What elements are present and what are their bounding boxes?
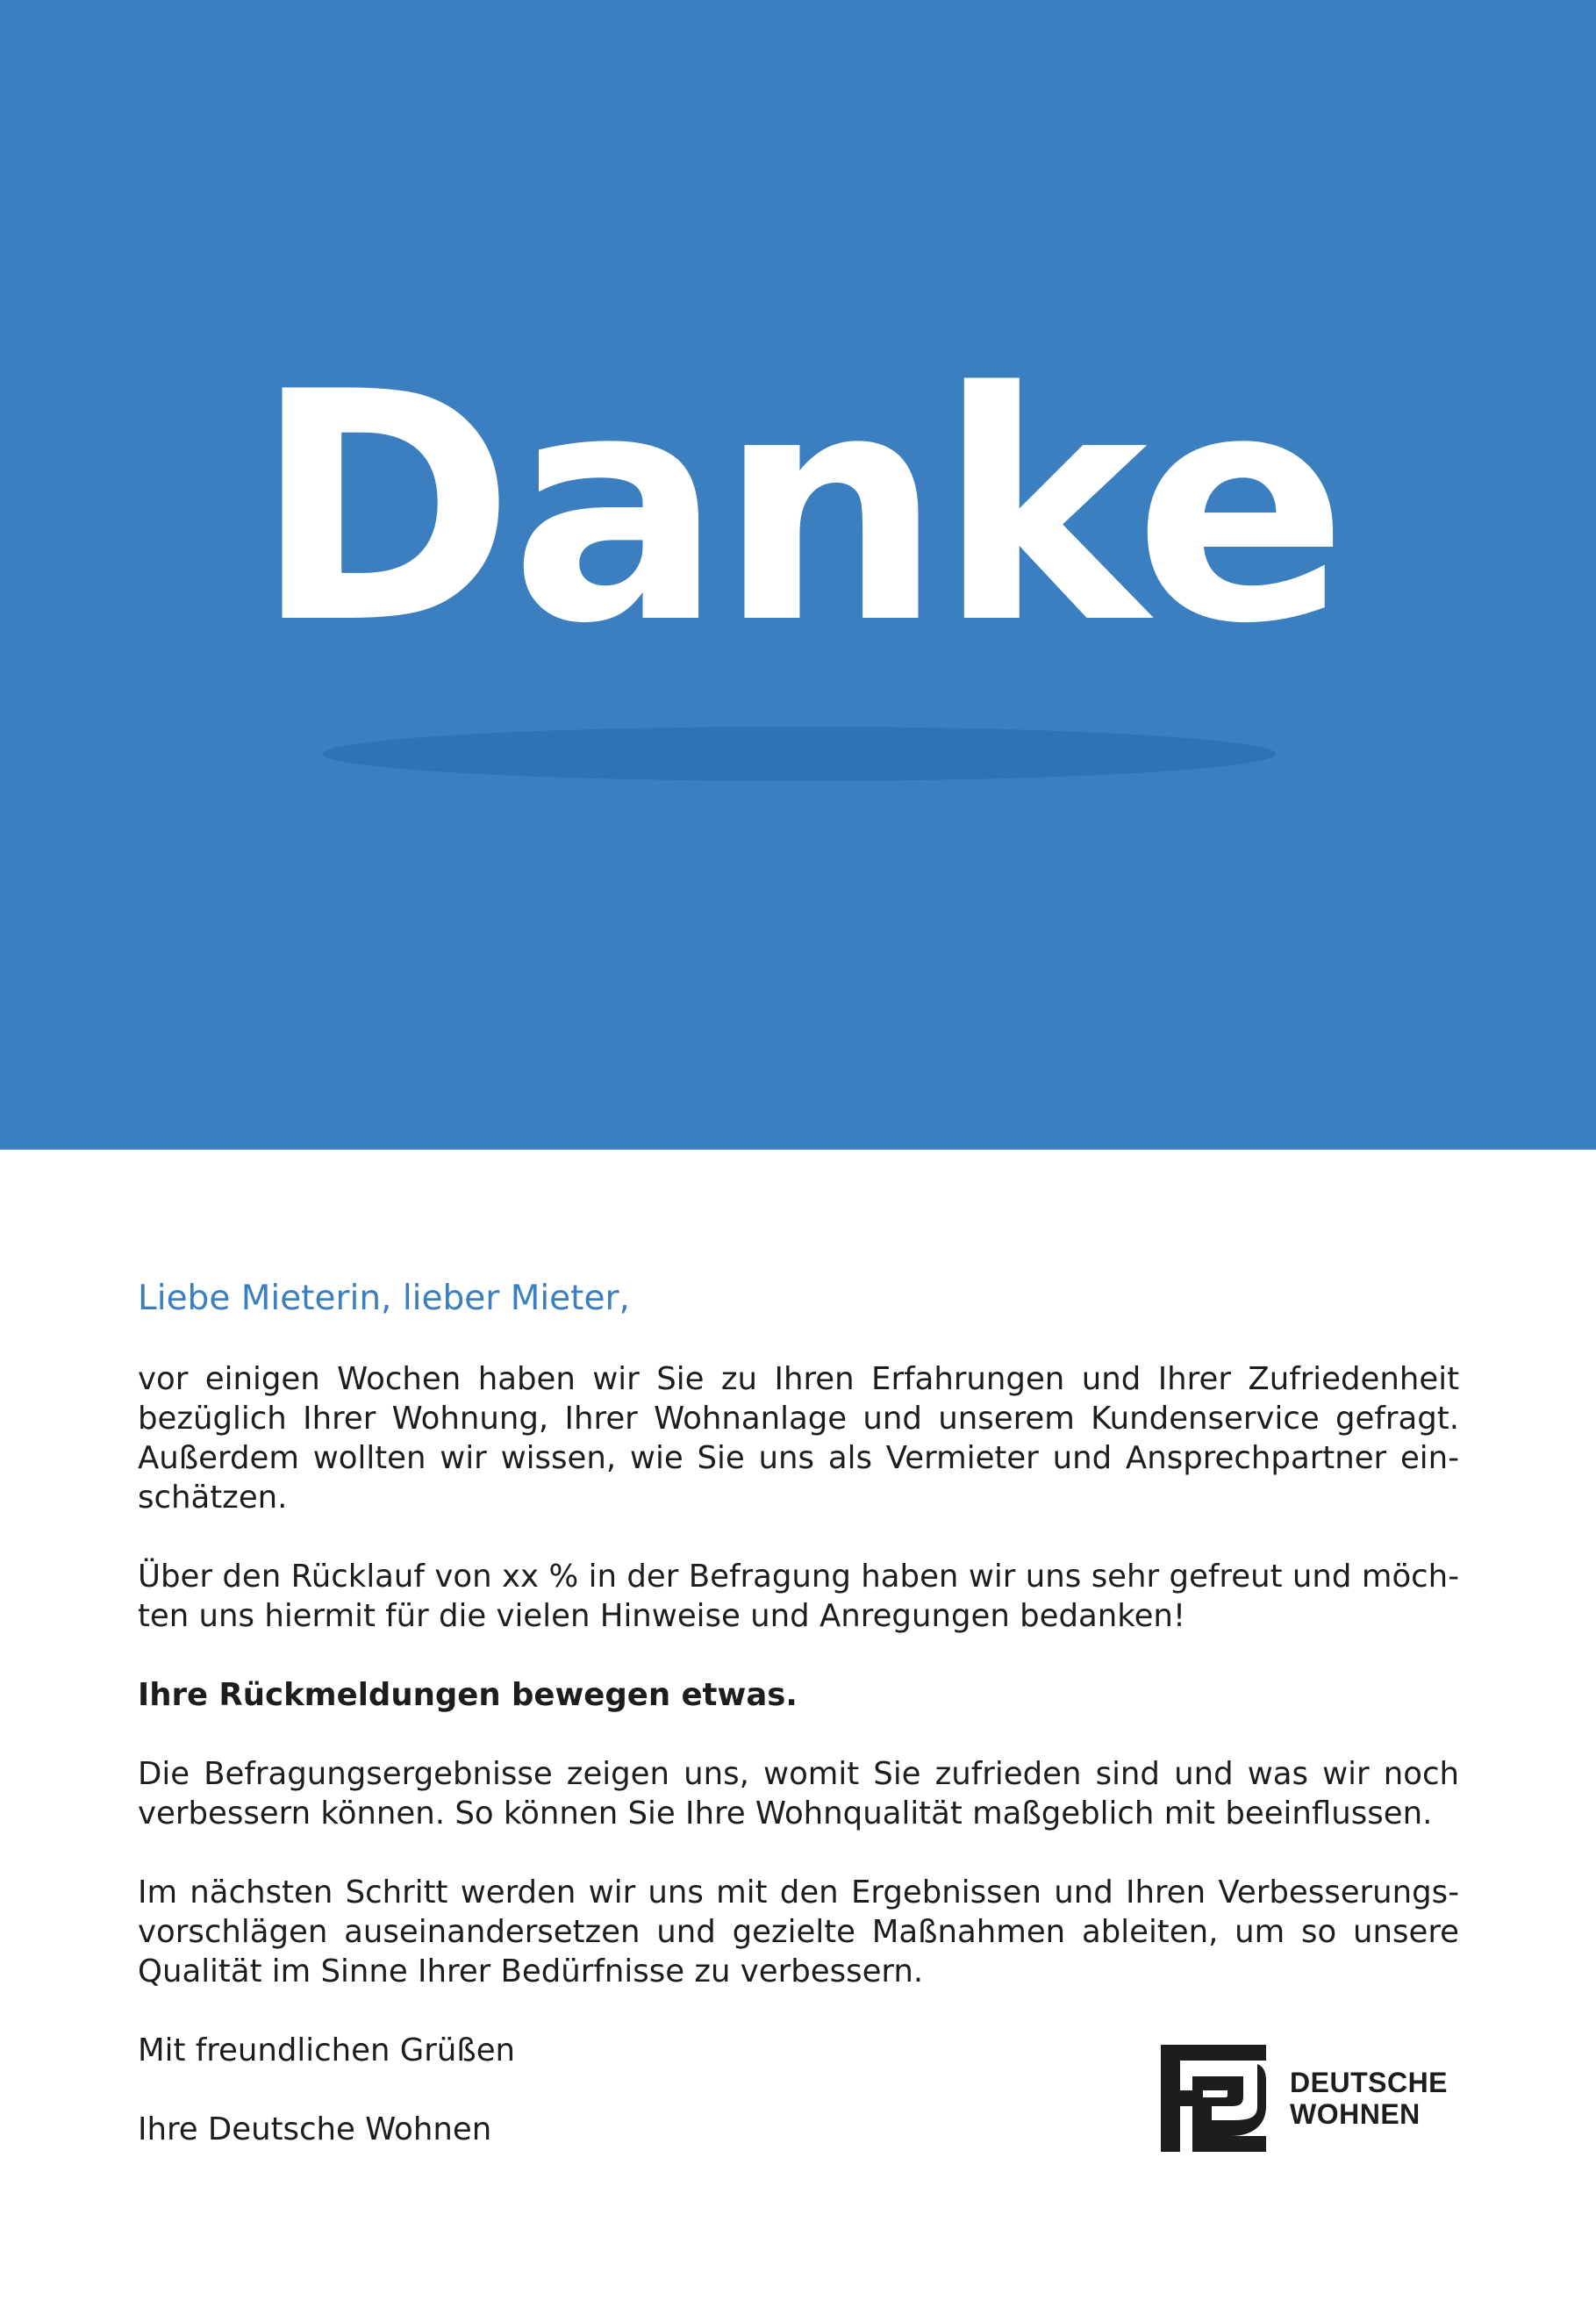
letter-paragraph: Über den Rücklauf von xx % in der Befragung haben wir uns sehr gefreut und möchten uns hiermit für die vielen Hinweise und Anregungen bedanken! (138, 1559, 1459, 1634)
hero-title-shadow (323, 727, 1276, 781)
logo-wordmark (1290, 2067, 1448, 2130)
letter-paragraph: vor einigen Wochen haben wir Sie zu Ihren Erfahrungen und Ihrer Zufriedenheit bezüglich Ihrer Wohnung, Ihrer Wohnanlage und unserem Kundenservice gefragt. Außerdem wollten wir wissen, wie Sie uns als Vermieter und Ansprechpartner einschätzen. (138, 1361, 1459, 1516)
hero-banner (0, 0, 1596, 1150)
deutsche-wohnen-logo (1161, 2045, 1464, 2152)
letter-paragraph: Im nächsten Schritt werden wir uns mit den Ergebnissen und Ihren Verbesserungsvorschlägen auseinandersetzen und gezielte Maßnahmen ableiten, um so unsere Qualität im Sinne Ihrer Bedürfnisse zu verbessern. (138, 1874, 1459, 1989)
letter-closing: Mit freundlichen Grüßen (138, 2032, 516, 2068)
letter-greeting: Liebe Mieterin, lieber Mieter, (138, 1279, 630, 1318)
deutsche-wohnen-logo-icon (1161, 2045, 1266, 2152)
logo-line-1: DEUTSCHE (1290, 2067, 1449, 2098)
letter-paragraph: Die Befragungsergebnisse zeigen uns, womit Sie zufrieden sind und was wir noch verbessern können. So können Sie Ihre Wohnqualität maßgeblich mit beeinflussen. (138, 1756, 1459, 1831)
logo-line-2: WOHNEN (1290, 2098, 1421, 2130)
letter-highlight: Ihre Rückmeldungen bewegen etwas. (138, 1677, 798, 1713)
letter-signature: Ihre Deutsche Wohnen (138, 2111, 492, 2147)
hero-title: Danke (253, 325, 1343, 692)
